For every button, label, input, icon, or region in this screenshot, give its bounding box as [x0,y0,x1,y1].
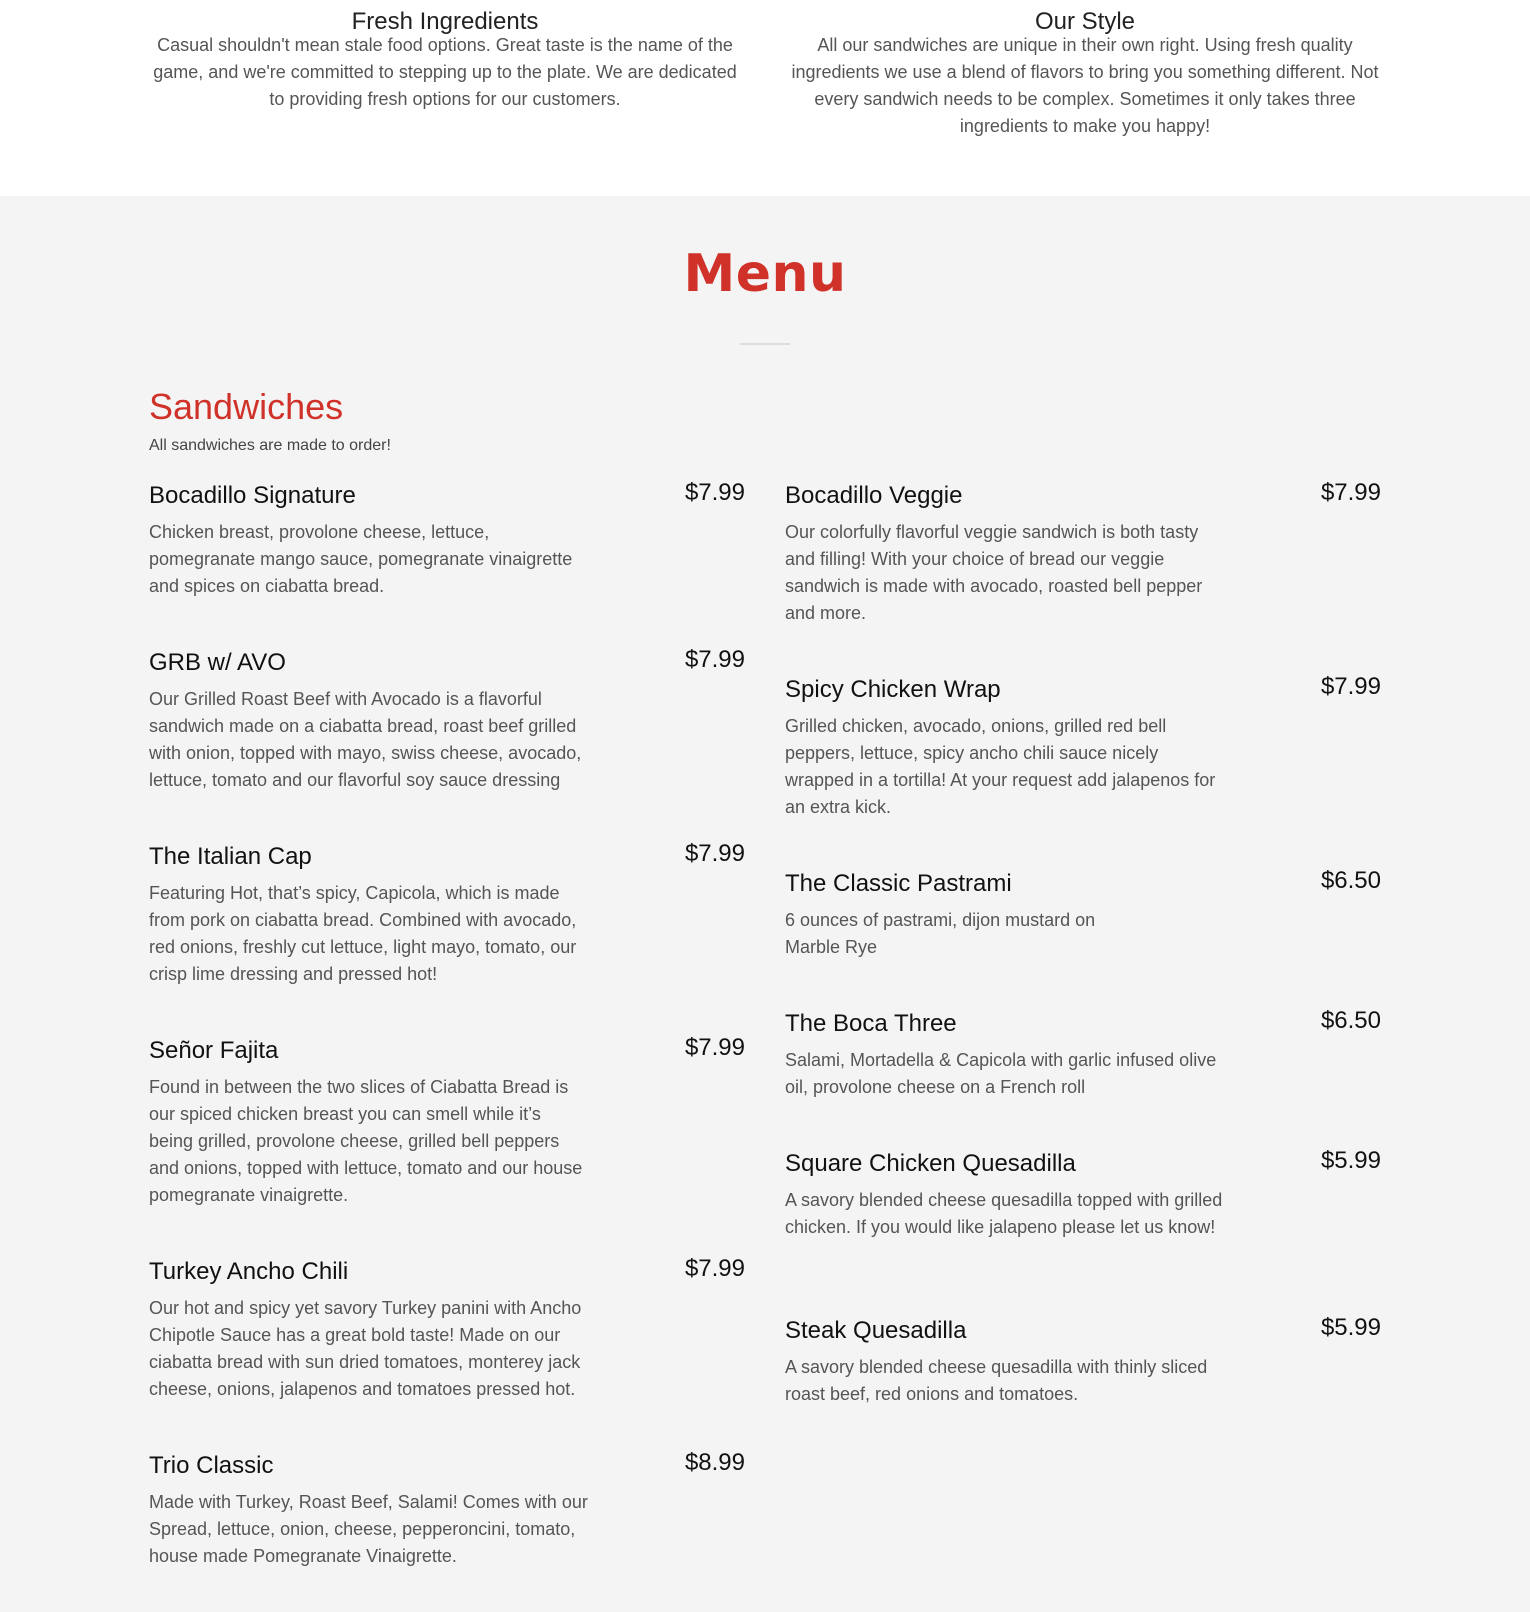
feature-text: All our sandwiches are unique in their own right. Using fresh quality ingredients we use a blend of flavors to bring you something different. Not every sandwich needs to be complex. Sometimes it only takes three ingredients to make you happy! [791,35,1379,136]
item-name: Bocadillo Signature [149,482,356,509]
category-title: Sandwiches [149,386,344,427]
item-name: Bocadillo Veggie [785,482,963,509]
item-description: Our hot and spicy yet savory Turkey panini with Ancho Chipotle Sauce has a great bold taste! Made on our ciabatta bread with sun dried tomatoes, monterey jack cheese, onions, jalapenos and tomatoes pressed hot. [149,1298,582,1399]
feature-fresh-ingredients [150,8,740,113]
feature-our-style [788,8,1382,140]
item-description: Our Grilled Roast Beef with Avocado is a flavorful sandwich made on a ciabatta bread, roast beef grilled with onion, topped with mayo, swiss cheese, avocado, lettuce, tomato and our flavorful soy sauce dressing [149,689,582,790]
item-name: Square Chicken Quesadilla [785,1150,1076,1177]
item-price: $7.99 [684,479,745,506]
feature-title: Fresh Ingredients [351,8,539,35]
item-description: Salami, Mortadella & Capicola with garlic infused olive oil, provolone cheese on a French roll [785,1050,1217,1097]
item-description: Grilled chicken, avocado, onions, grilled red bell peppers, lettuce, spicy ancho chili sauce nicely wrapped in a tortilla! At your request add jalapenos for an extra kick. [785,716,1216,817]
item-price: $6.50 [1320,1007,1381,1034]
item-description: Featuring Hot, that’s spicy, Capicola, which is made from pork on ciabatta bread. Combined with avocado, red onions, freshly cut lettuce, light mayo, tomato, our crisp lime dressing and pressed hot! [149,883,577,984]
item-name: Steak Quesadilla [785,1317,967,1344]
item-description: Found in between the two slices of Ciabatta Bread is our spiced chicken breast you can smell while it’s being grilled, provolone cheese, grilled bell peppers and onions, topped with lettuce, tomato and our house pomegranate vinaigrette. [149,1077,583,1205]
item-name: The Italian Cap [149,843,312,870]
item-description: Chicken breast, provolone cheese, lettuce, pomegranate mango sauce, pomegranate vinaigrette and spices on ciabatta bread. [149,522,573,596]
features-section [0,0,1530,196]
item-price: $7.99 [684,840,745,867]
item-name: Trio Classic [149,1452,274,1479]
item-name: The Boca Three [785,1010,957,1037]
item-description: A savory blended cheese quesadilla with thinly sliced roast beef, red onions and tomatoes. [785,1357,1208,1404]
item-name: The Classic Pastrami [785,870,1012,897]
item-price: $7.99 [684,646,745,673]
item-price: $7.99 [684,1255,745,1282]
item-description: 6 ounces of pastrami, dijon mustard on Marble Rye [785,910,1096,957]
title-divider [740,343,790,345]
item-price: $7.99 [684,1034,745,1061]
item-price: $8.99 [684,1449,745,1476]
item-description: Made with Turkey, Roast Beef, Salami! Comes with our Spread, lettuce, onion, cheese, pepperoncini, tomato, house made Pomegranate Vinaigrette. [149,1492,588,1566]
item-name: Turkey Ancho Chili [149,1258,349,1285]
item-price: $7.99 [1320,479,1381,506]
item-price: $5.99 [1320,1147,1381,1174]
item-description: Our colorfully flavorful veggie sandwich is both tasty and filling! With your choice of bread our veggie sandwich is made with avocado, roasted bell pepper and more. [785,522,1203,623]
item-name: GRB w/ AVO [149,649,286,676]
item-price: $7.99 [1320,673,1381,700]
item-name: Señor Fajita [149,1037,279,1064]
item-price: $5.99 [1320,1314,1381,1341]
item-name: Spicy Chicken Wrap [785,676,1001,703]
item-price: $6.50 [1320,867,1381,894]
feature-text: Casual shouldn't mean stale food options. Great taste is the name of the game, and we're committed to stepping up to the plate. We are dedicated to providing fresh options for our customers. [153,35,737,109]
menu-title: Menu [683,244,847,304]
item-description: A savory blended cheese quesadilla topped with grilled chicken. If you would like jalapeno please let us know! [785,1190,1223,1237]
category-subtitle: All sandwiches are made to order! [149,437,391,454]
feature-title: Our Style [1034,8,1136,35]
